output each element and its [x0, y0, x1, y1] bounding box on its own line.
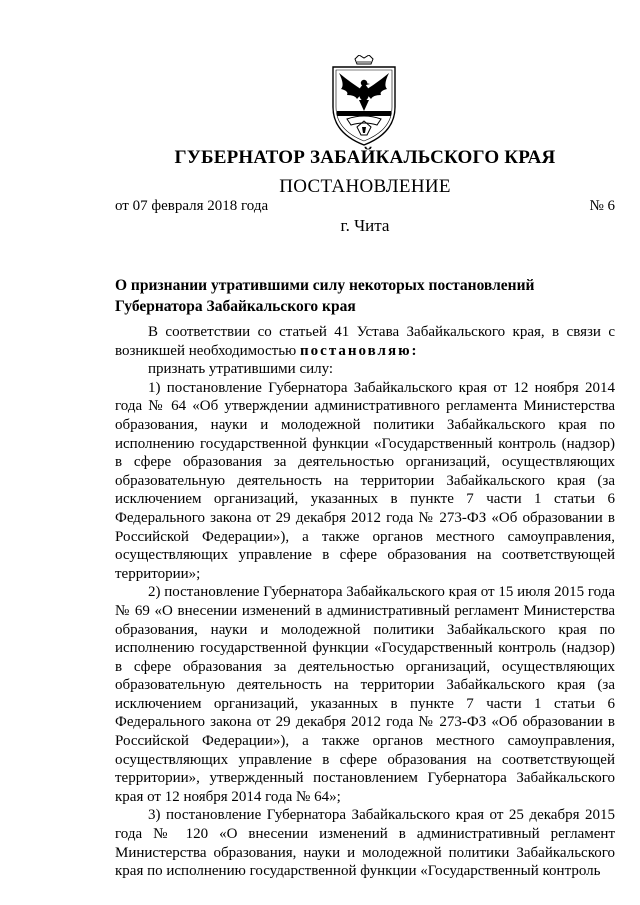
- document-type: ПОСТАНОВЛЕНИЕ: [279, 176, 451, 197]
- list-item-3: 3) постановление Губернатора Забайкальского края от 25 декабря 2015 года № 120 «О внесении изменений в административный регламент Министерства образования, науки и молодежной политики Забайкальского края по исполнению государственной функции «Государственный контроль: [115, 807, 615, 880]
- document-body: [115, 323, 615, 881]
- intro-keyword: постановляю:: [300, 342, 419, 359]
- coat-of-arms-icon: [327, 55, 401, 147]
- document-title: О признании утратившими силу некоторых постановлений Губернатора Забайкальского края: [115, 277, 535, 315]
- lead-paragraph: признать утратившими силу:: [148, 361, 334, 378]
- intro-text: В соответствии со статьей 41 Устава Забайкальского края, в связи с возникшей необходимостью: [115, 324, 615, 359]
- document-date: от 07 февраля 2018 года: [115, 198, 269, 214]
- document-city: г. Чита: [340, 216, 390, 235]
- list-item-1: 1) постановление Губернатора Забайкальского края от 12 ноября 2014 года № 64 «Об утверждении административного регламента Министерства образования, науки и молодежной политики Забайкальского края по исполнению государственной функции «Государственный контроль (надзор) в сфере образования за деятельностью организаций, осуществляющих образовательную деятельность на территории Забайкальского края (за исключением организаций, указанных в пункте 7 части 1 статьи 6 Федерального закона от 29 декабря 2012 года № 273-ФЗ «Об образовании в Российской Федерации»), а также органов местного самоуправления, осуществляющих управление в сфере образования на соответствующей территории»;: [115, 379, 615, 582]
- date-number-line: [115, 198, 615, 215]
- authority-title: ГУБЕРНАТОР ЗАБАЙКАЛЬСКОГО КРАЯ: [174, 147, 556, 168]
- intro-paragraph: [115, 323, 615, 360]
- document-number: № 6: [589, 198, 615, 214]
- list-item-2: 2) постановление Губернатора Забайкальского края от 15 июля 2015 года № 69 «О внесении изменений в административный регламент Министерства образования, науки и молодежной политики Забайкальского края по исполнению государственной функции «Государственный контроль (надзор) в сфере образования за деятельностью организаций, осуществляющих образовательную деятельность на территории Забайкальского края (за исключением организаций, указанных в пункте 7 части 1 статьи 6 Федерального закона от 29 декабря 2012 года № 273-ФЗ «Об образовании в Российской Федерации»), а также органов местного самоуправления, осуществляющих управление в сфере образования на соответствующей территории», утвержденный постановлением Губернатора Забайкальского края от 12 ноября 2014 года № 64»;: [115, 584, 615, 805]
